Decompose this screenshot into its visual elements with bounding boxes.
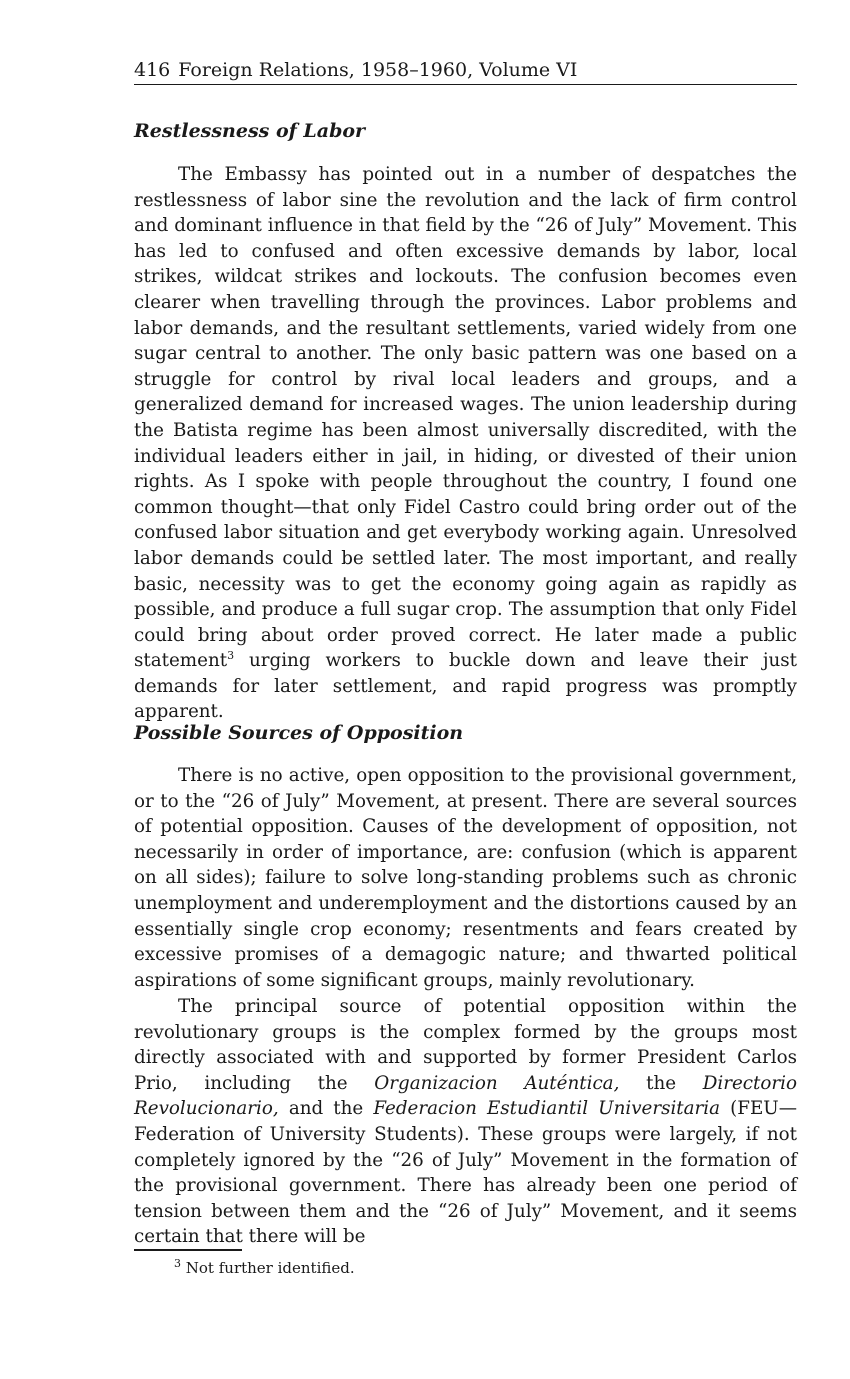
footnote — [174, 1258, 355, 1278]
org-directorio: Directorio Revolucionario, — [134, 1072, 797, 1120]
opposition-paragraph-2-text: the — [619, 1072, 703, 1094]
opposition-paragraph-2-text: and the — [278, 1098, 374, 1120]
opposition-paragraph-1: There is no active, open opposition to the provisional government, or to the “26 of July” Movement, at present. There are several sources of potential opposition. Causes of the development of opposition, not necessarily in order of importance, are: confusion (which is apparent on all sides); failure to solve long-standing problems such as chronic unemployment and underemployment and the distortions caused by an essentially single crop economy; resentments and fears created by excessive promises of a demagogic nature; and thwarted political aspirations of some significant groups, mainly revolutionary. — [134, 765, 797, 991]
org-feu: Federacion Estudiantil Universitaria — [373, 1098, 721, 1120]
opposition-paragraph-2-text: (FEU—Federation of University Students). These groups were largely, if not completely ignored by the “26 of July” Movement in the formation of the provisional government. There has already been one period of tension between them and the “26 of July” Movement, and it seems certain that there will be — [134, 1098, 797, 1248]
footnote-text: Not further identified. — [185, 1259, 355, 1277]
opposition-paragraph-2-text: The principal source of potential opposition within the revolutionary groups is the complex formed by the groups most directly associated with and supported by former President Carlos Prio, including the — [134, 996, 797, 1094]
labor-paragraph — [134, 162, 797, 725]
section-heading-opposition: Possible Sources of Opposition — [134, 722, 464, 744]
org-autentica: Organizacion Auténtica, — [374, 1072, 620, 1094]
footnote-divider — [134, 1249, 242, 1251]
running-header — [134, 58, 797, 85]
document-page — [134, 58, 797, 1277]
opposition-paragraph-2 — [134, 994, 797, 1250]
footnote-reference[interactable]: 3 — [227, 649, 235, 663]
page-number: 416 — [134, 59, 171, 81]
labor-paragraph-text-cont: urging workers to buckle down and leave their just demands for later settlement, and rapid progress was promptly apparent. — [134, 650, 797, 723]
footnote-marker: 3 — [174, 1257, 181, 1270]
volume-title: Foreign Relations, 1958–1960, Volume VI — [178, 59, 578, 81]
labor-paragraph-text: The Embassy has pointed out in a number of despatches the restlessness of labor sine the revolution and the lack of firm control and dominant influence in that field by the “26 of July” Movement. This has led to confused and often excessive demands by labor, local strikes, wildcat strikes and lockouts. The confusion becomes even clearer when travelling through the provinces. Labor problems and labor demands, and the resultant settlements, varied widely from one sugar central to another. The only basic pattern was one based on a struggle for control by rival local leaders and groups, and a generalized demand for increased wages. The union leadership during the Batista regime has been almost universally discredited, with the individual leaders either in jail, in hiding, or divested of their union rights. As I spoke with people throughout the country, I found one common thought—that only Fidel Castro could bring order out of the confused labor situation and get everybody working again. Unresolved labor demands could be settled later. The most important, and really basic, necessity was to get the economy going again as rapidly as possible, and produce a full sugar crop. The assumption that only Fidel could bring about order proved correct. He later made a public statement — [134, 164, 797, 672]
section-heading-labor: Restlessness of Labor — [134, 120, 366, 142]
